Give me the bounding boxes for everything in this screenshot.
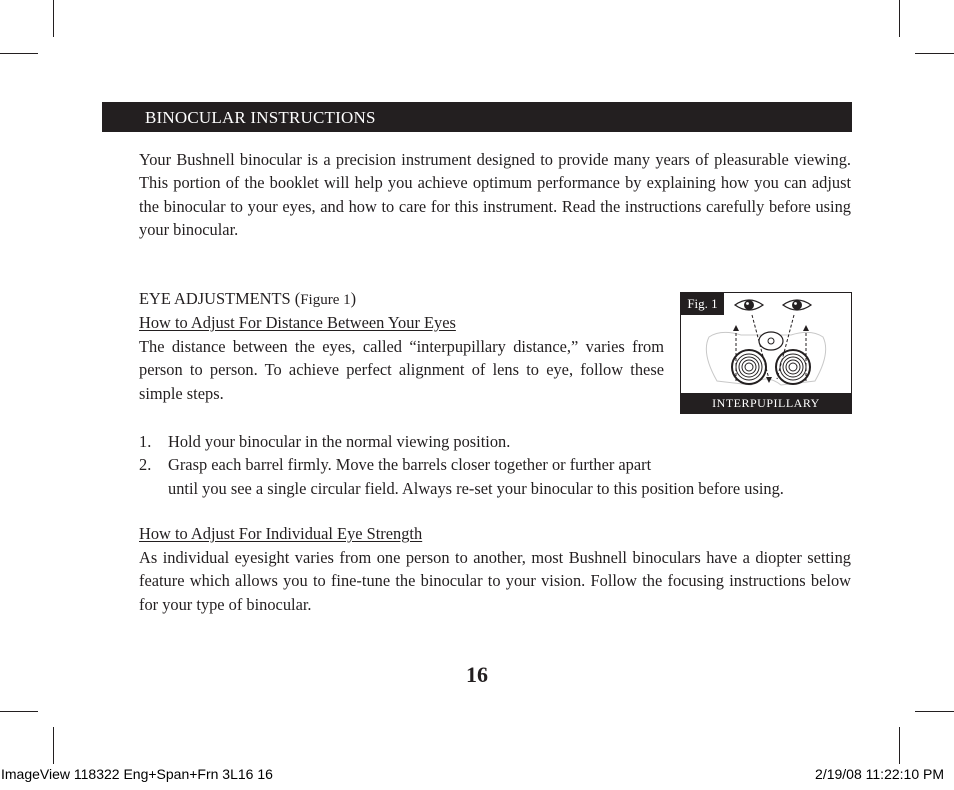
step-text: Hold your binocular in the normal viewing position. <box>168 432 511 451</box>
eye-adjustments-title-close: ) <box>350 289 357 308</box>
steps-list <box>139 430 851 500</box>
section-header-bar <box>102 102 852 132</box>
eye-icon <box>735 300 763 310</box>
print-slug-left: ImageView 118322 Eng+Span+Frn 3L16 16 <box>1 766 273 782</box>
eye-icon <box>783 300 811 310</box>
figure-1 <box>680 292 852 414</box>
list-item <box>139 430 851 453</box>
eye-adjustments-title: EYE ADJUSTMENTS ( <box>139 289 301 308</box>
page-number: 16 <box>466 662 488 687</box>
figure-caption: INTERPUPILLARY <box>681 393 851 413</box>
crop-mark <box>899 0 900 37</box>
crop-mark <box>53 0 54 37</box>
list-item <box>139 453 851 500</box>
crop-mark <box>915 711 954 712</box>
distance-paragraph: The distance between the eyes, called “interpupillary distance,” varies from person to person. To achieve perfect alignment of lens to eye, follow these simple steps. <box>139 337 664 403</box>
strength-subheading: How to Adjust For Individual Eye Strength <box>139 524 423 543</box>
intro-paragraph: Your Bushnell binocular is a precision instrument designed to provide many years of pleasurable viewing. This portion of the booklet will help you achieve optimum performance by explaining how you can adjust the binocular to your eyes, and how to care for this instrument. Read the instructions carefully before using your binocular. <box>139 150 851 240</box>
step-text-line2: until you see a single circular field. Always re-set your binocular to this position before using. <box>168 478 784 498</box>
crop-mark <box>53 727 54 764</box>
step-text-line1: Grasp each barrel firmly. Move the barrels closer together or further apart <box>168 455 652 475</box>
crop-mark <box>915 53 954 54</box>
section-title: BINOCULAR INSTRUCTIONS <box>145 108 376 127</box>
eye-adjustments-heading <box>139 289 356 309</box>
crop-mark <box>0 711 38 712</box>
step-number: 1. <box>139 432 152 451</box>
crop-mark <box>0 53 38 54</box>
figure-label: Fig. 1 <box>681 293 724 315</box>
print-slug-right: 2/19/08 11:22:10 PM <box>815 766 944 782</box>
distance-subheading: How to Adjust For Distance Between Your Eyes <box>139 313 456 332</box>
figure-reference: Figure 1 <box>300 292 351 308</box>
crop-mark <box>899 727 900 764</box>
eyepiece-right <box>776 350 810 384</box>
strength-paragraph: As individual eyesight varies from one person to another, most Bushnell binoculars have a diopter setting feature which allows you to fine-tune the binocular to your vision. Follow the focusing instructions below for your type of binocular. <box>139 548 851 614</box>
eyepiece-left <box>732 350 766 384</box>
step-number: 2. <box>139 455 152 475</box>
